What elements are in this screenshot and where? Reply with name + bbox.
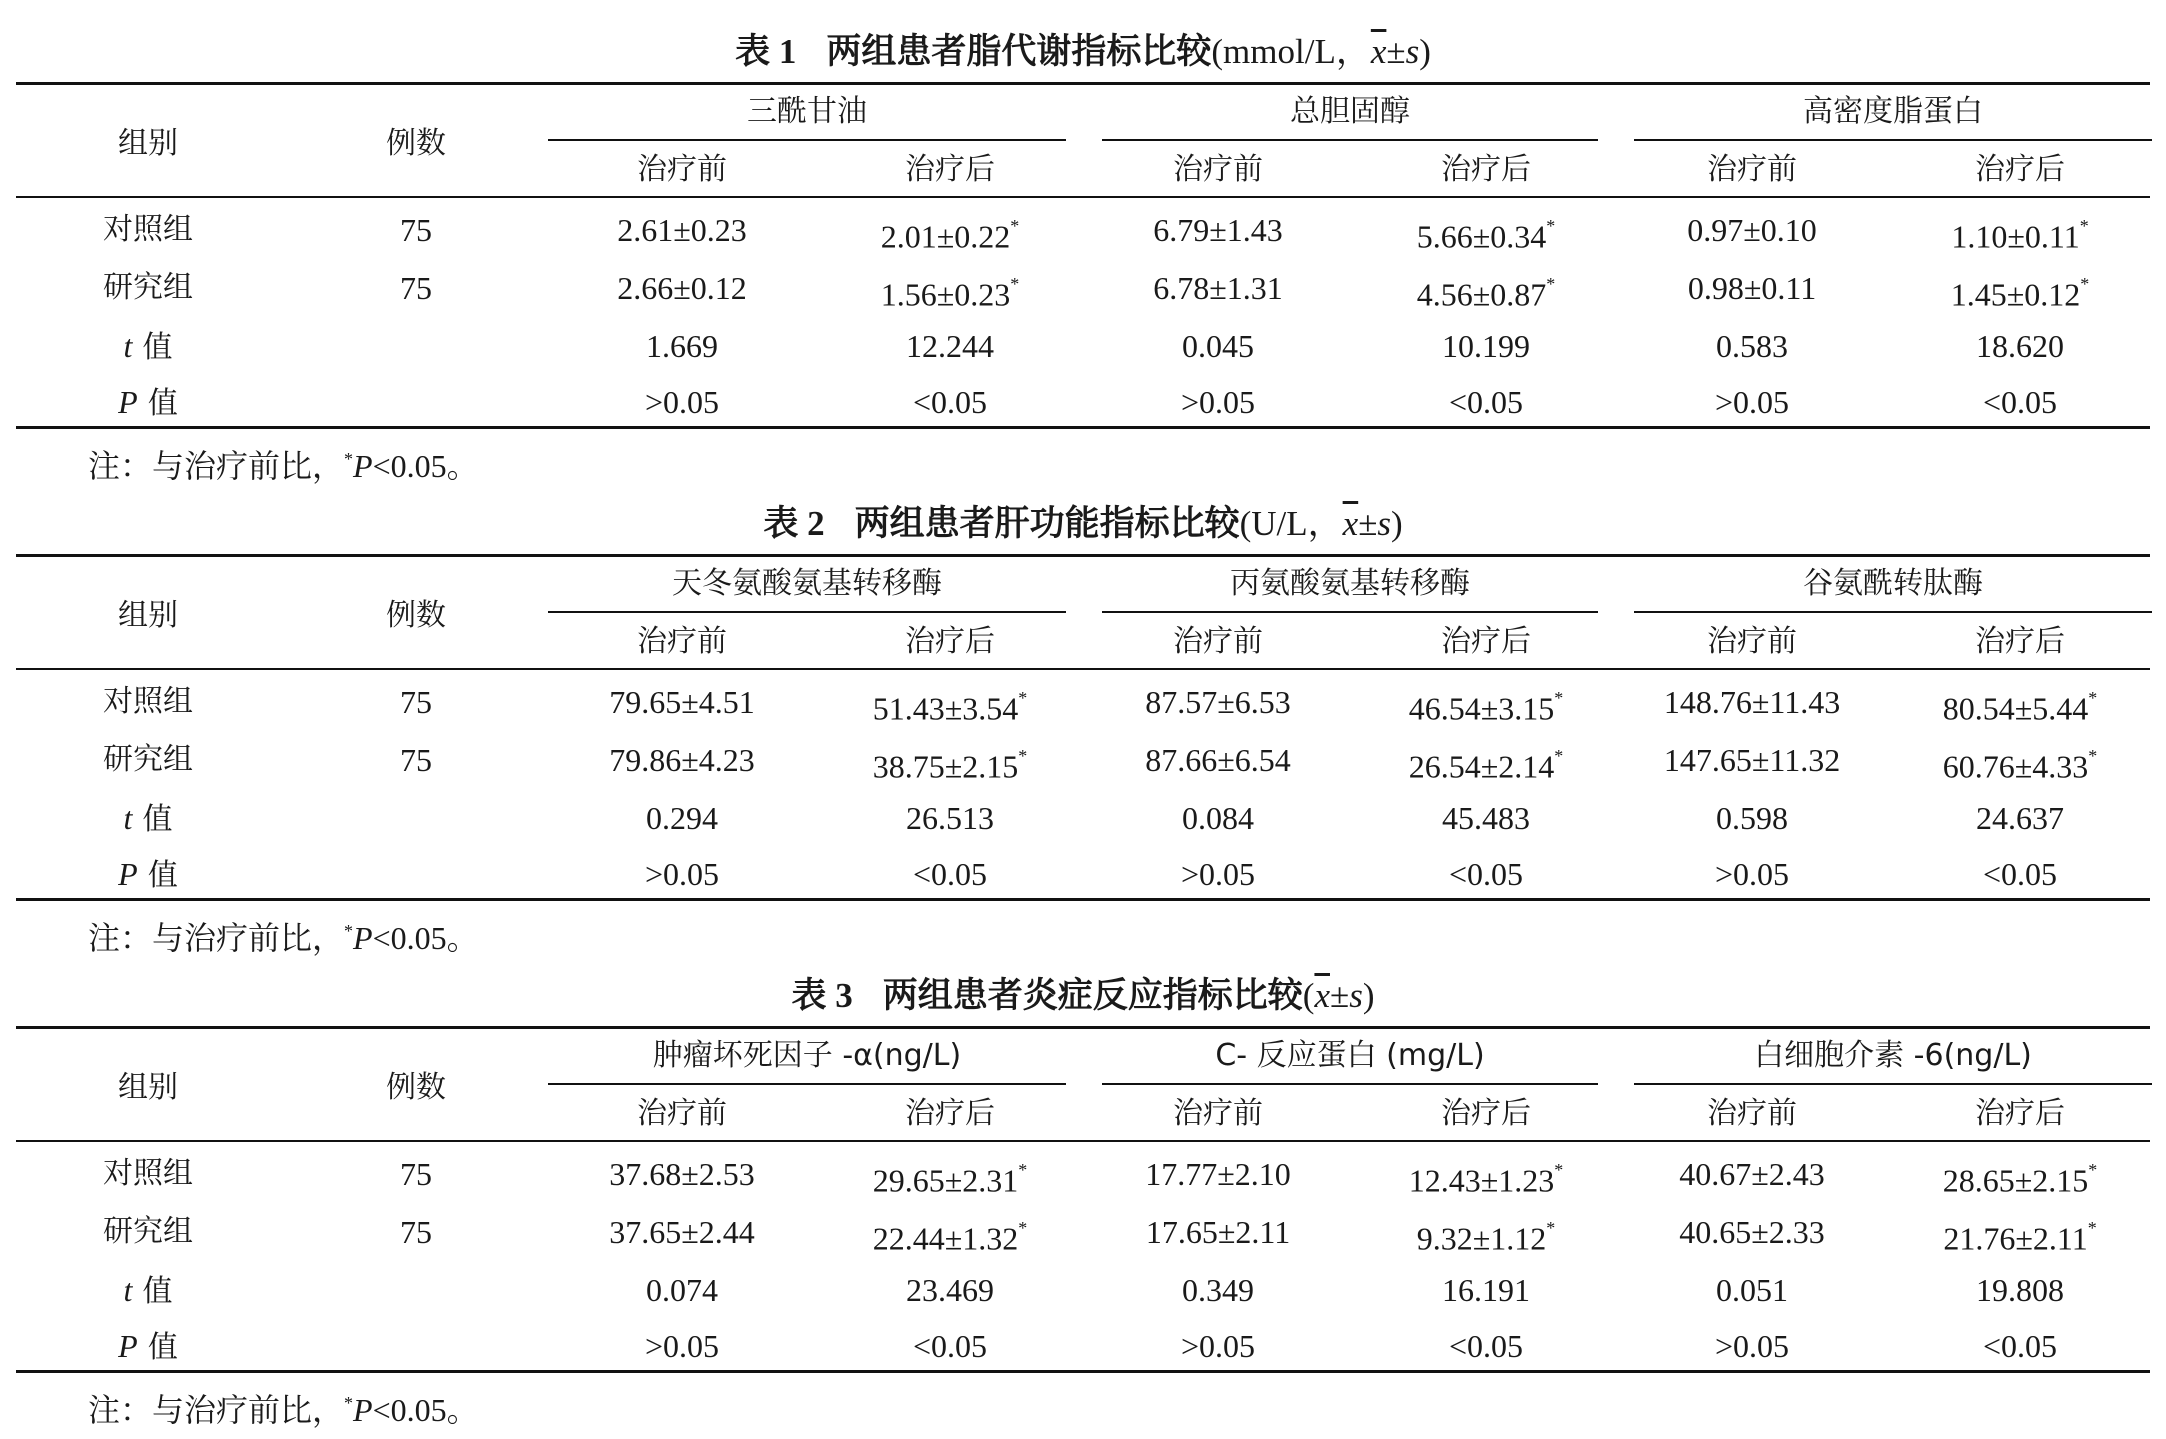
cell-value: 28.65±2.15 bbox=[1942, 1162, 2089, 1199]
cell-value: 22.44±1.32 bbox=[872, 1220, 1019, 1257]
data-cell bbox=[1890, 736, 2150, 784]
table-number: 表 3 bbox=[791, 976, 853, 1015]
cell-value: 2.01±0.22 bbox=[880, 218, 1011, 255]
t-value: 0.051 bbox=[1716, 1272, 1788, 1308]
column-group-header: 天冬氨酸氨基转移酶 bbox=[672, 566, 942, 601]
header-before: 治疗前 bbox=[1173, 152, 1263, 187]
cell-value: 51.43±3.54 bbox=[872, 690, 1019, 727]
data-cell bbox=[1088, 1208, 1348, 1256]
data-cell bbox=[1622, 206, 1882, 254]
p-value-label bbox=[38, 850, 258, 898]
header-group: 组别 bbox=[118, 1070, 178, 1105]
significance-star: * bbox=[1546, 1218, 1556, 1238]
cell-value: 37.65±2.44 bbox=[609, 1214, 755, 1250]
top-rule bbox=[16, 82, 2150, 85]
note-star: * bbox=[344, 921, 354, 941]
data-cell bbox=[1622, 264, 1882, 312]
group-underline-1 bbox=[548, 611, 1066, 613]
header-count: 例数 bbox=[386, 126, 446, 161]
column-group-header: 高密度脂蛋白 bbox=[1803, 94, 1983, 129]
header-after: 治疗后 bbox=[1441, 1096, 1531, 1131]
data-cell bbox=[1356, 1150, 1616, 1198]
cell-value: 79.65±4.51 bbox=[609, 684, 755, 720]
data-cell bbox=[1356, 736, 1616, 784]
significance-star: * bbox=[1018, 1218, 1028, 1238]
t-value: 0.045 bbox=[1182, 328, 1254, 364]
cell-value: 87.57±6.53 bbox=[1145, 684, 1291, 720]
p-letter: P bbox=[118, 384, 138, 420]
group-underline-3 bbox=[1634, 139, 2152, 141]
unit-prefix: (U/L， bbox=[1239, 504, 1343, 543]
value-word: 值 bbox=[142, 802, 173, 837]
p-value: <0.05 bbox=[912, 384, 988, 420]
column-group-header: 总胆固醇 bbox=[1290, 94, 1410, 129]
row-label: 研究组 bbox=[103, 1214, 193, 1249]
column-group-header: 白细胞介素 -6(ng/L) bbox=[1754, 1038, 2032, 1073]
p-value: <0.05 bbox=[1448, 384, 1524, 420]
data-cell bbox=[1890, 264, 2150, 312]
table-caption bbox=[0, 966, 2166, 1026]
t-value: 0.084 bbox=[1182, 800, 1254, 836]
note-p-letter: P bbox=[353, 1392, 373, 1428]
significance-star: * bbox=[1018, 746, 1028, 766]
header-before: 治疗前 bbox=[637, 152, 727, 187]
header-before: 治疗前 bbox=[1707, 152, 1797, 187]
table-caption bbox=[0, 22, 2166, 82]
row-count: 75 bbox=[400, 1214, 432, 1250]
bottom-rule bbox=[16, 1370, 2150, 1373]
value-word: 值 bbox=[147, 386, 178, 421]
header-count: 例数 bbox=[386, 1070, 446, 1105]
column-group-header: 谷氨酰转肽酶 bbox=[1803, 566, 1983, 601]
significance-star: * bbox=[2079, 216, 2089, 236]
t-value: 0.074 bbox=[646, 1272, 718, 1308]
t-value: 45.483 bbox=[1442, 800, 1530, 836]
p-value: >0.05 bbox=[644, 384, 720, 420]
table-unit bbox=[1303, 976, 1375, 1015]
p-value: <0.05 bbox=[1982, 856, 2058, 892]
significance-star: * bbox=[1010, 216, 1020, 236]
t-value-label bbox=[38, 794, 258, 842]
data-cell bbox=[552, 1208, 812, 1256]
cell-value: 38.75±2.15 bbox=[872, 748, 1019, 785]
data-cell bbox=[1356, 678, 1616, 726]
significance-star: * bbox=[2088, 688, 2098, 708]
data-cell bbox=[552, 206, 812, 254]
p-letter: P bbox=[118, 1328, 138, 1364]
t-letter: t bbox=[123, 1272, 133, 1308]
data-cell bbox=[1890, 206, 2150, 254]
cell-value: 9.32±1.12 bbox=[1416, 1220, 1547, 1257]
data-cell bbox=[1088, 206, 1348, 254]
p-value: <0.05 bbox=[912, 856, 988, 892]
data-cell bbox=[552, 736, 812, 784]
p-value: >0.05 bbox=[1714, 1328, 1790, 1364]
header-before: 治疗前 bbox=[1707, 1096, 1797, 1131]
t-value: 0.349 bbox=[1182, 1272, 1254, 1308]
table-block-1 bbox=[0, 22, 2166, 492]
header-count: 例数 bbox=[386, 598, 446, 633]
group-underline-3 bbox=[1634, 611, 2152, 613]
bottom-rule bbox=[16, 898, 2150, 901]
data-cell bbox=[1088, 678, 1348, 726]
close-paren: ) bbox=[1362, 976, 1375, 1015]
header-after: 治疗后 bbox=[1441, 152, 1531, 187]
cell-value: 1.45±0.12 bbox=[1950, 276, 2081, 313]
header-after: 治疗后 bbox=[1975, 624, 2065, 659]
header-before: 治疗前 bbox=[637, 624, 727, 659]
cell-value: 6.79±1.43 bbox=[1153, 212, 1283, 248]
t-value: 0.598 bbox=[1716, 800, 1788, 836]
t-value: 23.469 bbox=[906, 1272, 994, 1308]
table-title: 两组患者肝功能指标比较 bbox=[854, 504, 1240, 544]
sd-symbol: s bbox=[1349, 976, 1363, 1015]
header-before: 治疗前 bbox=[637, 1096, 727, 1131]
group-underline-2 bbox=[1102, 139, 1598, 141]
note-suffix: <0.05。 bbox=[372, 448, 479, 484]
value-word: 值 bbox=[142, 1274, 173, 1309]
p-value: >0.05 bbox=[1180, 1328, 1256, 1364]
bottom-rule bbox=[16, 426, 2150, 429]
data-cell bbox=[1622, 1150, 1882, 1198]
header-after: 治疗后 bbox=[905, 1096, 995, 1131]
data-cell bbox=[552, 1150, 812, 1198]
p-value-label bbox=[38, 1322, 258, 1370]
t-value: 1.669 bbox=[646, 328, 718, 364]
cell-value: 1.56±0.23 bbox=[880, 276, 1011, 313]
t-value: 16.191 bbox=[1442, 1272, 1530, 1308]
data-cell bbox=[820, 1208, 1080, 1256]
row-count: 75 bbox=[400, 270, 432, 306]
cell-value: 5.66±0.34 bbox=[1416, 218, 1547, 255]
p-value: <0.05 bbox=[1448, 1328, 1524, 1364]
p-value: <0.05 bbox=[1982, 384, 2058, 420]
data-cell bbox=[1356, 264, 1616, 312]
unit-prefix: ( bbox=[1302, 976, 1315, 1015]
mean-symbol: $\overline{x}$ bbox=[1314, 976, 1330, 1015]
top-rule bbox=[16, 1026, 2150, 1029]
cell-value: 21.76±2.11 bbox=[1943, 1220, 2088, 1257]
column-group-header: 肿瘤坏死因子 -α(ng/L) bbox=[652, 1038, 962, 1073]
note-star: * bbox=[344, 449, 354, 469]
table-block-3 bbox=[0, 966, 2166, 1436]
row-label: 研究组 bbox=[103, 270, 193, 305]
cell-value: 147.65±11.32 bbox=[1663, 742, 1841, 778]
cell-value: 29.65±2.31 bbox=[872, 1162, 1019, 1199]
data-cell bbox=[820, 206, 1080, 254]
cell-value: 4.56±0.87 bbox=[1416, 276, 1547, 313]
mean-symbol: $\overline{x}$ bbox=[1370, 32, 1387, 71]
row-count: 75 bbox=[400, 212, 432, 248]
table-note bbox=[88, 914, 479, 962]
note-prefix: 注：与治疗前比， bbox=[88, 447, 345, 485]
group-underline-1 bbox=[548, 1083, 1066, 1085]
row-count: 75 bbox=[400, 684, 432, 720]
header-group: 组别 bbox=[118, 598, 178, 633]
cell-value: 2.66±0.12 bbox=[617, 270, 747, 306]
p-value: <0.05 bbox=[912, 1328, 988, 1364]
data-cell bbox=[1890, 1208, 2150, 1256]
p-value: <0.05 bbox=[1982, 1328, 2058, 1364]
data-cell bbox=[1088, 1150, 1348, 1198]
t-value-label bbox=[38, 1266, 258, 1314]
note-suffix: <0.05。 bbox=[372, 1392, 479, 1428]
p-value: >0.05 bbox=[1180, 384, 1256, 420]
column-group-header: 丙氨酸氨基转移酶 bbox=[1230, 566, 1470, 601]
cell-value: 12.43±1.23 bbox=[1408, 1162, 1555, 1199]
data-cell bbox=[1622, 736, 1882, 784]
data-cell bbox=[552, 678, 812, 726]
row-count: 75 bbox=[400, 1156, 432, 1192]
mean-symbol: $\overline{x}$ bbox=[1342, 504, 1359, 543]
significance-star: * bbox=[1010, 274, 1020, 294]
header-after: 治疗后 bbox=[905, 624, 995, 659]
note-suffix: <0.05。 bbox=[372, 920, 479, 956]
row-label: 对照组 bbox=[103, 684, 193, 719]
unit-prefix: (mmol/L， bbox=[1211, 32, 1371, 71]
significance-star: * bbox=[1546, 216, 1556, 236]
note-prefix: 注：与治疗前比， bbox=[88, 1391, 345, 1429]
table-note bbox=[88, 1386, 479, 1434]
cell-value: 0.98±0.11 bbox=[1687, 270, 1817, 306]
header-after: 治疗后 bbox=[1975, 1096, 2065, 1131]
cell-value: 2.61±0.23 bbox=[617, 212, 747, 248]
row-label: 研究组 bbox=[103, 742, 193, 777]
p-value: >0.05 bbox=[1180, 856, 1256, 892]
table-note bbox=[88, 442, 479, 490]
header-before: 治疗前 bbox=[1173, 1096, 1263, 1131]
significance-star: * bbox=[2080, 274, 2090, 294]
data-cell bbox=[1890, 678, 2150, 726]
t-value: 12.244 bbox=[906, 328, 994, 364]
cell-value: 46.54±3.15 bbox=[1408, 690, 1555, 727]
header-after: 治疗后 bbox=[905, 152, 995, 187]
significance-star: * bbox=[1554, 688, 1564, 708]
cell-value: 1.10±0.11 bbox=[1951, 218, 2080, 255]
significance-star: * bbox=[1554, 746, 1564, 766]
row-count: 75 bbox=[400, 742, 432, 778]
table-block-2 bbox=[0, 494, 2166, 964]
data-cell bbox=[820, 1150, 1080, 1198]
header-bottom-rule bbox=[16, 196, 2150, 198]
table-unit bbox=[1211, 32, 1430, 71]
header-after: 治疗后 bbox=[1975, 152, 2065, 187]
t-value: 0.583 bbox=[1716, 328, 1788, 364]
data-cell bbox=[820, 678, 1080, 726]
data-cell bbox=[820, 264, 1080, 312]
group-underline-2 bbox=[1102, 611, 1598, 613]
group-underline-2 bbox=[1102, 1083, 1598, 1085]
data-cell bbox=[1622, 1208, 1882, 1256]
t-value: 26.513 bbox=[906, 800, 994, 836]
significance-star: * bbox=[2088, 1160, 2098, 1180]
table-title: 两组患者脂代谢指标比较 bbox=[826, 32, 1212, 72]
column-group-header: C- 反应蛋白 (mg/L) bbox=[1215, 1038, 1485, 1073]
cell-value: 0.97±0.10 bbox=[1687, 212, 1817, 248]
p-value: >0.05 bbox=[644, 856, 720, 892]
row-label: 对照组 bbox=[103, 212, 193, 247]
cell-value: 148.76±11.43 bbox=[1663, 684, 1841, 720]
data-cell bbox=[1622, 678, 1882, 726]
sd-symbol: s bbox=[1405, 32, 1420, 71]
data-cell bbox=[1356, 1208, 1616, 1256]
group-underline-1 bbox=[548, 139, 1066, 141]
cell-value: 80.54±5.44 bbox=[1942, 690, 2089, 727]
note-prefix: 注：与治疗前比， bbox=[88, 919, 345, 957]
t-letter: t bbox=[123, 800, 133, 836]
cell-value: 17.77±2.10 bbox=[1145, 1156, 1291, 1192]
t-value: 0.294 bbox=[646, 800, 718, 836]
header-bottom-rule bbox=[16, 668, 2150, 670]
cell-value: 87.66±6.54 bbox=[1145, 742, 1291, 778]
p-value: >0.05 bbox=[1714, 384, 1790, 420]
p-value: >0.05 bbox=[644, 1328, 720, 1364]
table-number: 表 1 bbox=[735, 32, 797, 71]
group-underline-3 bbox=[1634, 1083, 2152, 1085]
significance-star: * bbox=[1018, 1160, 1028, 1180]
data-cell bbox=[1356, 206, 1616, 254]
close-paren: ) bbox=[1419, 32, 1431, 71]
table-unit bbox=[1240, 504, 1403, 543]
note-p-letter: P bbox=[353, 448, 373, 484]
row-label: 对照组 bbox=[103, 1156, 193, 1191]
data-cell bbox=[820, 736, 1080, 784]
data-cell bbox=[1088, 264, 1348, 312]
plus-minus-symbol: ± bbox=[1386, 32, 1406, 71]
cell-value: 79.86±4.23 bbox=[609, 742, 755, 778]
header-bottom-rule bbox=[16, 1140, 2150, 1142]
value-word: 值 bbox=[147, 858, 178, 893]
table-caption bbox=[0, 494, 2166, 554]
data-cell bbox=[552, 264, 812, 312]
note-star: * bbox=[344, 1393, 354, 1413]
data-cell bbox=[1088, 736, 1348, 784]
significance-star: * bbox=[1018, 688, 1028, 708]
cell-value: 26.54±2.14 bbox=[1408, 748, 1555, 785]
header-group: 组别 bbox=[118, 126, 178, 161]
close-paren: ) bbox=[1391, 504, 1403, 543]
plus-minus-symbol: ± bbox=[1329, 976, 1350, 1015]
significance-star: * bbox=[1546, 274, 1556, 294]
table-number: 表 2 bbox=[763, 504, 825, 543]
significance-star: * bbox=[1554, 1160, 1564, 1180]
header-after: 治疗后 bbox=[1441, 624, 1531, 659]
significance-star: * bbox=[2087, 1218, 2097, 1238]
t-value: 18.620 bbox=[1976, 328, 2064, 364]
plus-minus-symbol: ± bbox=[1358, 504, 1378, 543]
header-before: 治疗前 bbox=[1173, 624, 1263, 659]
header-before: 治疗前 bbox=[1707, 624, 1797, 659]
column-group-header: 三酰甘油 bbox=[747, 94, 867, 129]
t-value: 24.637 bbox=[1976, 800, 2064, 836]
cell-value: 40.65±2.33 bbox=[1679, 1214, 1825, 1250]
t-value: 10.199 bbox=[1442, 328, 1530, 364]
p-letter: P bbox=[118, 856, 138, 892]
data-cell bbox=[1890, 1150, 2150, 1198]
p-value-label bbox=[38, 378, 258, 426]
value-word: 值 bbox=[142, 330, 173, 365]
cell-value: 37.68±2.53 bbox=[609, 1156, 755, 1192]
table-title: 两组患者炎症反应指标比较 bbox=[882, 976, 1303, 1016]
p-value: >0.05 bbox=[1714, 856, 1790, 892]
cell-value: 40.67±2.43 bbox=[1679, 1156, 1825, 1192]
t-value: 19.808 bbox=[1976, 1272, 2064, 1308]
value-word: 值 bbox=[147, 1330, 178, 1365]
top-rule bbox=[16, 554, 2150, 557]
cell-value: 17.65±2.11 bbox=[1145, 1214, 1291, 1250]
p-value: <0.05 bbox=[1448, 856, 1524, 892]
sd-symbol: s bbox=[1377, 504, 1392, 543]
t-letter: t bbox=[123, 328, 133, 364]
significance-star: * bbox=[2088, 746, 2098, 766]
note-p-letter: P bbox=[353, 920, 373, 956]
cell-value: 6.78±1.31 bbox=[1153, 270, 1283, 306]
t-value-label bbox=[38, 322, 258, 370]
cell-value: 60.76±4.33 bbox=[1942, 748, 2089, 785]
